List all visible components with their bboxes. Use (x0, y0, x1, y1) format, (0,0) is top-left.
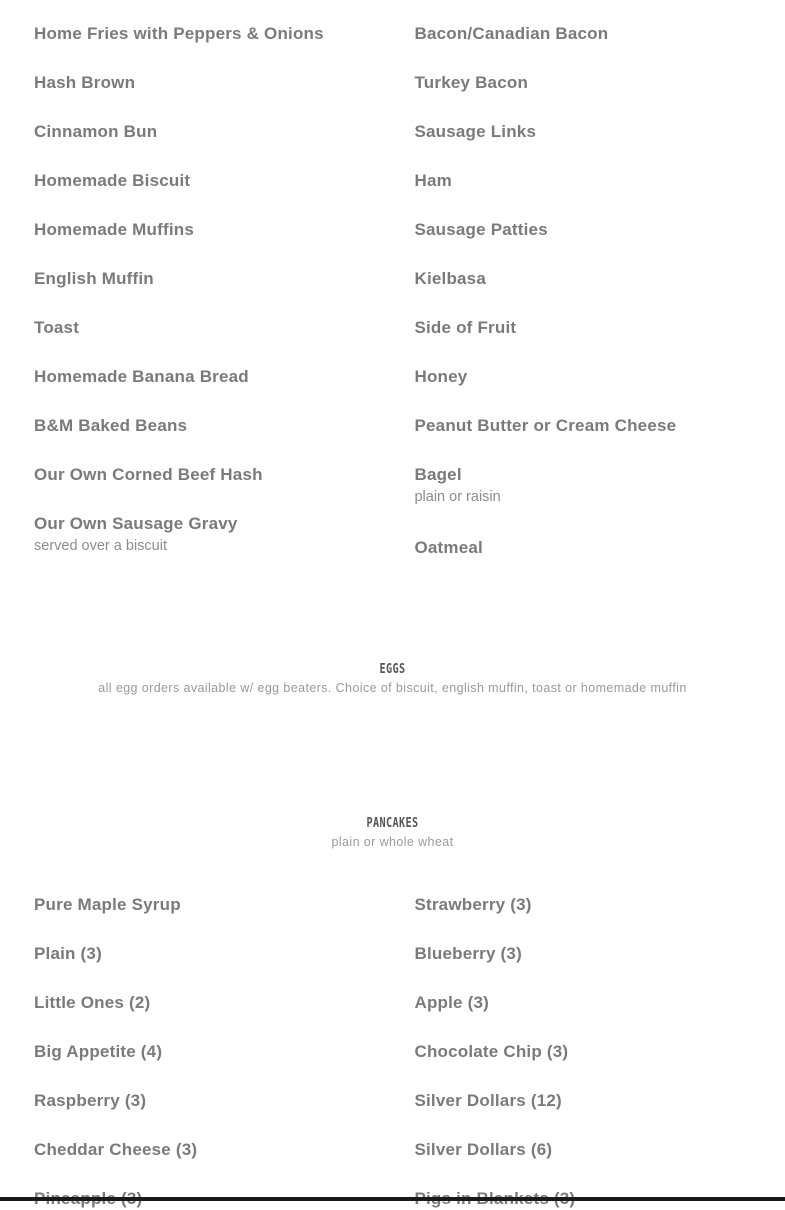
menu-item (34, 366, 414, 415)
sides-menu (34, 23, 754, 559)
item-name: Sausage Patties (414, 220, 548, 239)
menu-item (34, 415, 414, 464)
item-name: Strawberry (3) (414, 895, 532, 914)
menu-item (34, 268, 414, 317)
item-name: Hash Brown (34, 73, 136, 92)
menu-item (414, 23, 754, 72)
item-description: served over a biscuit (34, 538, 167, 554)
menu-item (34, 170, 414, 219)
item-name: Pure Maple Syrup (34, 895, 181, 914)
menu-item (414, 537, 754, 559)
pancakes-section-subtitle: plain or whole wheat (331, 835, 454, 849)
item-name: B&M Baked Beans (34, 416, 188, 435)
menu-item (34, 23, 414, 72)
menu-item (414, 1139, 754, 1188)
bottom-bar (0, 1197, 785, 1201)
menu-item (34, 219, 414, 268)
item-name: Raspberry (3) (34, 1091, 147, 1110)
menu-item (34, 1041, 414, 1090)
item-name: Bagel (414, 465, 462, 484)
sides-right-column (414, 23, 754, 559)
menu-item (34, 1139, 414, 1188)
item-name: Our Own Sausage Gravy (34, 514, 238, 533)
eggs-section-title: EGGS (379, 662, 406, 677)
pancakes-left-column (34, 894, 414, 1210)
item-name: Cinnamon Bun (34, 122, 158, 141)
item-name: Cheddar Cheese (3) (34, 1140, 198, 1159)
menu-item (34, 72, 414, 121)
item-name: Our Own Corned Beef Hash (34, 465, 263, 484)
item-name: Apple (3) (414, 993, 489, 1012)
item-name: Honey (414, 367, 468, 386)
menu-item (414, 464, 754, 537)
menu-item (414, 317, 754, 366)
item-name: Plain (3) (34, 944, 102, 963)
menu-item (34, 121, 414, 170)
item-name: Sausage Links (414, 122, 537, 141)
menu-item (414, 121, 754, 170)
item-name: Peanut Butter or Cream Cheese (414, 416, 677, 435)
item-name: Oatmeal (414, 538, 483, 557)
item-name: Bacon/Canadian Bacon (414, 24, 609, 43)
item-name: Turkey Bacon (414, 73, 529, 92)
menu-item (414, 1090, 754, 1139)
item-name: Homemade Banana Bread (34, 367, 249, 386)
menu-item (414, 268, 754, 317)
pancakes-right-column (414, 894, 754, 1210)
item-name: Kielbasa (414, 269, 486, 288)
sides-left-column (34, 23, 414, 559)
item-name: Silver Dollars (6) (414, 1140, 553, 1159)
item-name: Silver Dollars (12) (414, 1091, 562, 1110)
menu-item (414, 943, 754, 992)
item-name: Toast (34, 318, 80, 337)
item-name: Chocolate Chip (3) (414, 1042, 569, 1061)
menu-item (34, 894, 414, 943)
menu-item (414, 170, 754, 219)
menu-item (414, 366, 754, 415)
item-name: Homemade Muffins (34, 220, 194, 239)
menu-item (414, 415, 754, 464)
item-name: Homemade Biscuit (34, 171, 191, 190)
item-name: Big Appetite (4) (34, 1042, 163, 1061)
menu-item (34, 992, 414, 1041)
item-name: Side of Fruit (414, 318, 517, 337)
menu-item (34, 513, 414, 555)
menu-item (414, 72, 754, 121)
menu-item (414, 1041, 754, 1090)
pancakes-menu (34, 894, 754, 1210)
eggs-section-subtitle: all egg orders available w/ egg beaters. Choice of biscuit, english muffin, toast or homemade muffin (98, 681, 687, 695)
item-description: plain or raisin (414, 489, 501, 505)
item-name: English Muffin (34, 269, 154, 288)
menu-item (414, 992, 754, 1041)
item-name: Blueberry (3) (414, 944, 522, 963)
item-name: Little Ones (2) (34, 993, 151, 1012)
menu-item (34, 317, 414, 366)
pancakes-section-title: PANCAKES (366, 816, 419, 831)
item-name: Home Fries with Peppers & Onions (34, 24, 324, 43)
menu-item (34, 943, 414, 992)
menu-item (34, 464, 414, 513)
menu-item (414, 219, 754, 268)
item-name: Ham (414, 171, 452, 190)
menu-item (414, 894, 754, 943)
menu-item (34, 1090, 414, 1139)
